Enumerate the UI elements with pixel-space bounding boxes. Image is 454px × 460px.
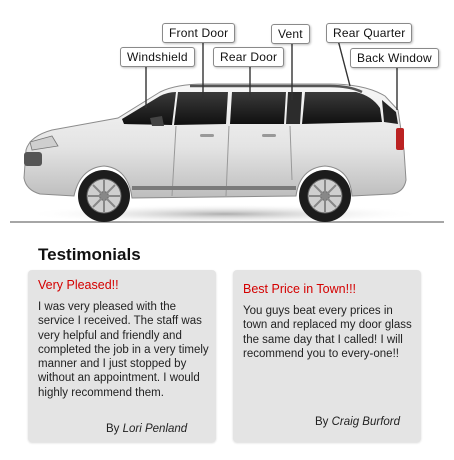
callout-windshield: Windshield <box>120 47 195 67</box>
byline-prefix: By <box>315 416 329 428</box>
testimonial-title: Best Price in Town!!! <box>243 282 357 296</box>
callout-rear-door: Rear Door <box>213 47 284 67</box>
front-door-handle <box>200 134 214 137</box>
rear-door-glass <box>230 92 286 124</box>
testimonial-author: Lori Penland <box>122 423 188 435</box>
callout-rear-quarter: Rear Quarter <box>326 23 412 43</box>
windshield-glass <box>122 92 176 125</box>
testimonial-author: Craig Burford <box>331 416 401 428</box>
testimonial-body: I was very pleased with the service I received. The staff was very helpful and friendly and completed the job in a very timely manner and I just stopped by without an appointment. I would highly recommend them. <box>38 301 209 399</box>
testimonial-title: Very Pleased!! <box>38 278 119 292</box>
testimonial-body: You guys beat every prices in town and replaced my door glass the same day that I called! I will recommend you to every-one!! <box>243 305 412 360</box>
grille <box>24 152 42 166</box>
testimonials-heading: Testimonials <box>38 245 141 264</box>
byline-prefix: By <box>106 423 120 435</box>
front-door-glass <box>174 92 228 125</box>
callout-back-window: Back Window <box>350 48 439 68</box>
callout-front-door: Front Door <box>162 23 235 43</box>
testimonial-byline <box>315 416 400 428</box>
testimonial-byline <box>106 423 187 435</box>
rear-wheel <box>299 170 351 222</box>
testimonial-card <box>233 270 421 442</box>
testimonial-card <box>28 270 216 442</box>
tail-light <box>396 128 404 150</box>
rear-door-handle <box>262 134 276 137</box>
vent-glass <box>286 92 302 124</box>
callout-vent: Vent <box>271 24 310 44</box>
front-wheel <box>78 170 130 222</box>
